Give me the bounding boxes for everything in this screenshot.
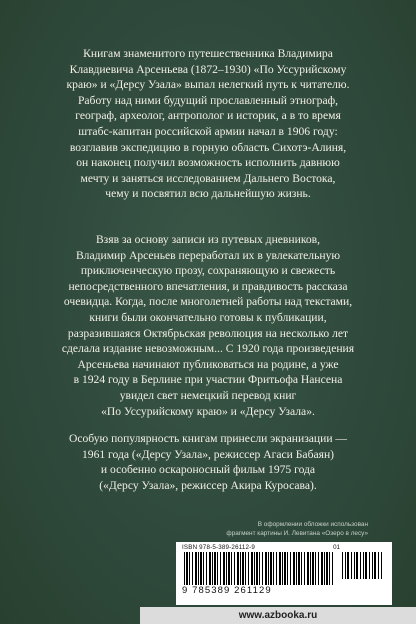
- text-line: («Дерсу Узала», режиссер Акира Куросава).: [99, 478, 317, 492]
- credit-line: В оформлении обложки использован: [257, 521, 368, 528]
- text-line: «По Уссурийскому краю» и «Дерсу Узала».: [101, 404, 315, 418]
- text-line: приключенческую прозу, сохраняющую и свежесть: [80, 264, 336, 278]
- text-line: возглавив экспедицию в горную область Сихотэ-Алиня,: [69, 140, 347, 154]
- text-line: увидел свет немецкий перевод книг: [119, 388, 297, 402]
- text-line: Арсеньева начинают публиковаться на родине, а уже: [77, 357, 339, 371]
- isbn-barcode-block: [176, 542, 392, 605]
- text-line: Владимир Арсеньев переработал их в увлекательную: [75, 248, 341, 262]
- text-line: Книгам знаменитого путешественника Владимира: [83, 47, 333, 60]
- credit-line: фрагмент картины И. Левитана «Озеро в лесу»: [226, 530, 368, 537]
- cover-art-credit: [128, 520, 368, 538]
- isbn-addon-code: 01: [333, 544, 340, 551]
- text-line: книги были окончательно готовы к публикации,: [89, 310, 327, 324]
- text-line: Работу над ними будущий прославленный этнограф,: [77, 93, 339, 107]
- barcode-digits: 9 785389 261129: [182, 585, 272, 596]
- text-line: очевидца. Когда, после многолетней работы над текстами,: [63, 295, 353, 309]
- text-line: штабс-капитан российской армии начал в 1906 году:: [78, 124, 338, 138]
- text-line: Клавдиевича Арсеньева (1872–1930) «По Уссурийскому: [69, 62, 347, 76]
- text-line: разразившаяся Октябрьская революция на несколько лет: [67, 326, 349, 340]
- text-line: чему и посвятил всю дальнейшую жизнь.: [105, 187, 311, 201]
- text-line: Взяв за основу записи из путевых дневников,: [95, 233, 321, 246]
- text-line: краю» и «Дерсу Узала» выпал нелегкий путь к читателю.: [66, 78, 350, 92]
- text-line: и особенно оскароносный фильм 1975 года: [100, 463, 316, 477]
- annotation-paragraph-2: [28, 232, 388, 419]
- addon-barcode-icon: [342, 552, 382, 579]
- text-line: географ, археолог, антрополог и историк, а в то время: [75, 109, 341, 123]
- text-line: 1961 года («Дерсу Узала», режиссер Агаси Бабаян): [81, 447, 335, 461]
- text-line: сделала издание невозможным... С 1920 года произведения: [61, 342, 355, 356]
- isbn-text: ISBN 978-5-389-26112-9: [182, 544, 256, 551]
- annotation-paragraph-1: [28, 46, 388, 202]
- text-line: в 1924 году в Берлине при участии Фритьофа Нансена: [73, 373, 343, 387]
- annotation-paragraph-3: [28, 431, 388, 493]
- text-line: мечту и заняться исследованием Дальнего Востока,: [80, 171, 336, 185]
- text-line: непосредственного впечатления, и правдивость рассказа: [68, 279, 348, 293]
- text-line: он наконец получил возможность исполнить давнюю: [76, 156, 340, 170]
- text-line: Особую популярность книгам принесли экранизации —: [68, 432, 348, 445]
- publisher-website[interactable]: www.azbooka.ru: [140, 607, 416, 624]
- barcode-icon: [184, 552, 334, 585]
